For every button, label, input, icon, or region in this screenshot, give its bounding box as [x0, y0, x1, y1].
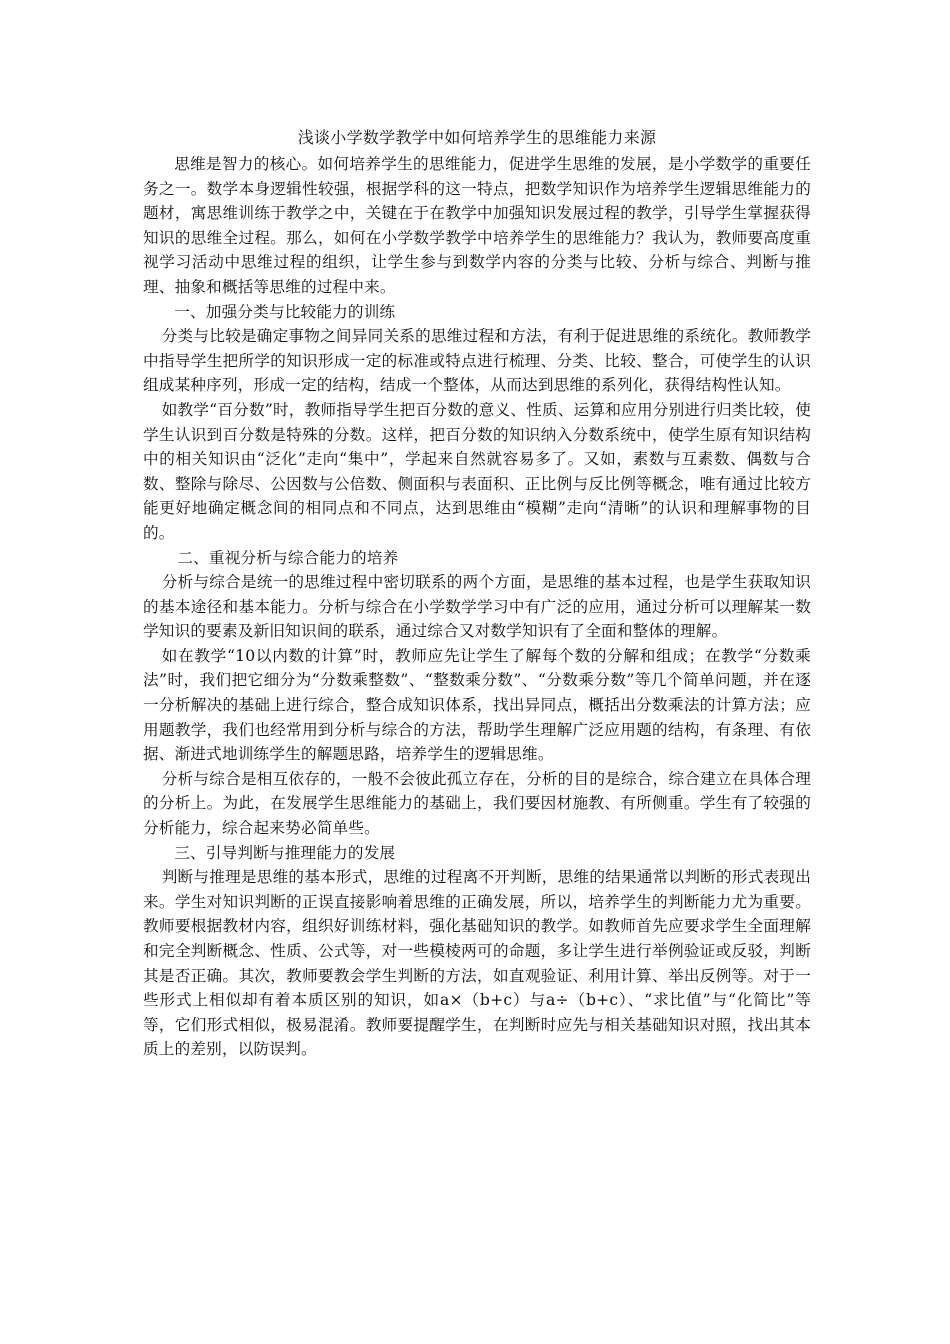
document-page	[143, 126, 811, 1062]
section-2-paragraph-1: 分析与综合是统一的思维过程中密切联系的两个方面，是思维的基本过程，也是学生获取知识的基本途径和基本能力。分析与综合在小学数学学习中有广泛的应用，通过分析可以理解某一数学知识的要素及新旧知识间的联系，通过综合又对数学知识有了全面和整体的理解。	[143, 573, 811, 641]
document-title: 浅谈小学数学教学中如何培养学生的思维能力来源	[297, 128, 657, 147]
section-1-paragraph-2: 如教学“百分数”时，教师指导学生把百分数的意义、性质、运算和应用分别进行归类比较，使学生认识到百分数是特殊的分数。这样，把百分数的知识纳入分数系统中，使学生原有知识结构中的相关知识由“泛化”走向“集中”，学起来自然就容易多了。又如，素数与互素数、偶数与合数、整除与除尽、公因数与公倍数、侧面积与表面积、正比例与反比例等概念，唯有通过比较方能更好地确定概念间的相同点和不同点，达到思维由“模糊”走向“清晰”的认识和理解事物的目的。	[143, 400, 811, 542]
section-2-paragraph-3: 分析与综合是相互依存的，一般不会彼此孤立存在，分析的目的是综合，综合建立在具体合理的分析上。为此，在发展学生思维能力的基础上，我们要因材施教、有所侧重。学生有了较强的分析能力，综合起来势必简单些。	[143, 769, 811, 838]
section-3-paragraph-1: 判断与推理是思维的基本形式，思维的过程离不开判断，思维的结果通常以判断的形式表现出来。学生对知识判断的正误直接影响着思维的正确发展，所以，培养学生的判断能力尤为重要。教师要根据教材内容，组织好训练材料，强化基础知识的教学。如教师首先应要求学生全面理解和完全判断概念、性质、公式等，对一些模棱两可的命题，多让学生进行举例验证或反驳，判断其是否正确。其次，教师要教会学生判断的方法，如直观验证、利用计算、举出反例等。对于一些形式上相似却有着本质区别的知识，如a×（b+c）与a÷（b+c）、“求比值”与“化简比”等等，它们形式相似，极易混淆。教师要提醒学生，在判断时应先与相关基础知识对照，找出其本质上的差别，以防误判。	[143, 868, 811, 1059]
section-1-paragraph-1: 分类与比较是确定事物之间异同关系的思维过程和方法，有利于促进思维的系统化。教师教学中指导学生把所学的知识形成一定的标准或特点进行梳理、分类、比较、整合，可使学生的认识组成某种序列，形成一定的结构，结成一个整体，从而达到思维的系列化，获得结构性认知。	[143, 327, 811, 395]
section-1-heading: 一、加强分类与比较能力的训练	[174, 302, 396, 321]
section-3-heading: 三、引导判断与推理能力的发展	[174, 843, 396, 862]
intro-paragraph: 思维是智力的核心。如何培养学生的思维能力，促进学生思维的发展，是小学数学的重要任务之一。数学本身逻辑性较强，根据学科的这一特点，把数学知识作为培养学生逻辑思维能力的题材，寓思维训练于教学之中，关键在于在教学中加强知识发展过程的教学，引导学生掌握获得知识的思维全过程。那么，如何在小学数学教学中培养学生的思维能力？我认为，教师要高度重视学习活动中思维过程的组织，让学生参与到数学内容的分类与比较、分析与综合、判断与推理、抽象和概括等思维的过程中来。	[143, 155, 811, 296]
section-2-heading: 二、重视分析与综合能力的培养	[177, 548, 399, 567]
section-2-paragraph-2: 如在教学“10以内数的计算”时，教师应先让学生了解每个数的分解和组成；在教学“分数乘法”时，我们把它细分为“分数乘整数”、“整数乘分数”、“分数乘分数”等几个简单问题，并在逐一分析解决的基础上进行综合，整合成知识体系，找出异同点，概括出分数乘法的计算方法；应用题教学，我们也经常用到分析与综合的方法，帮助学生理解广泛应用题的结构，有条理、有依据、渐进式地训练学生的解题思路，培养学生的逻辑思维。	[143, 646, 811, 764]
